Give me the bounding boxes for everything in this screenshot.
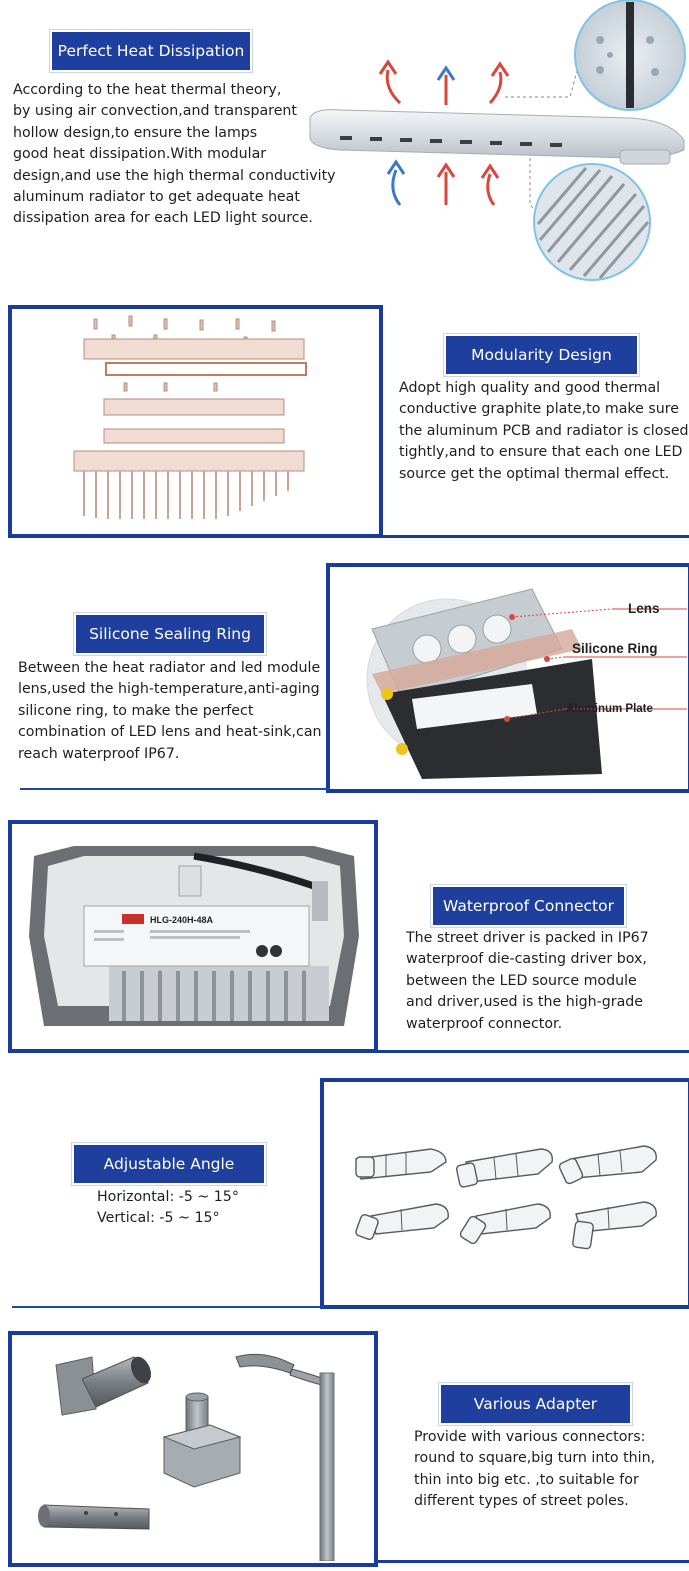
silicone-ring-callout: Silicone Ring bbox=[572, 641, 658, 656]
connector-text: The street driver is packed in IP67 waterproof die-casting driver box, between the LED source module and driver,used is the high-grade waterproof connector. bbox=[406, 930, 649, 1032]
modularity-exploded-view bbox=[14, 311, 377, 532]
silicone-ring-divider bbox=[20, 788, 330, 790]
adjustable-angle-text bbox=[97, 1187, 297, 1230]
heat-dissipation-lamp-illustration bbox=[300, 0, 689, 290]
aluminum-plate-callout: Aluminum Plate bbox=[566, 703, 653, 715]
section-title-modularity: Modularity Design bbox=[446, 336, 637, 374]
heat-dissipation-text: According to the heat thermal theory, by using air convection,and transparent hollow design,to ensure the lamps good heat dissipation.With modular design,and use the high thermal conductivity aluminum radiator to get adequate heat dissipation area for each LED light source. bbox=[13, 82, 336, 227]
section-title-heat-dissipation: Perfect Heat Dissipation bbox=[52, 32, 250, 70]
modularity-divider bbox=[380, 535, 689, 538]
modularity-text: Adopt high quality and good thermal conductive graphite plate,to make sure the aluminum PCB and radiator is closed tightly,and to ensure that each one LED source get the optimal thermal effect. bbox=[399, 380, 689, 482]
driver-model-label: HLG-240H-48A bbox=[150, 915, 214, 925]
adapter-divider bbox=[376, 1560, 689, 1563]
vertical-angle: Vertical: -5 ~ 15° bbox=[97, 1210, 220, 1227]
adapter-text: Provide with various connectors: round to square,big turn into thin, thin into big etc. ,to suitable for different types of street poles. bbox=[414, 1429, 656, 1510]
section-title-various-adapter: Various Adapter bbox=[441, 1385, 630, 1423]
connector-driver-box bbox=[14, 826, 372, 1047]
silicone-ring-text: Between the heat radiator and led module lens,used the high-temperature,anti-aging silicone ring, to make the perfect combination of LED lens and heat-sink,can reach waterproof IP67. bbox=[18, 660, 322, 762]
section-title-waterproof-connector: Waterproof Connector bbox=[433, 887, 624, 925]
section-title-adjustable-angle: Adjustable Angle bbox=[74, 1145, 264, 1183]
angle-divider bbox=[12, 1306, 324, 1308]
horizontal-angle: Horizontal: -5 ~ 15° bbox=[97, 1189, 239, 1205]
lens-callout: Lens bbox=[628, 601, 660, 616]
section-title-silicone-ring: Silicone Sealing Ring bbox=[76, 615, 264, 653]
angle-positions-diagram bbox=[326, 1084, 689, 1303]
connector-divider bbox=[376, 1050, 689, 1053]
silicone-ring-detail bbox=[332, 569, 689, 787]
adapter-parts-illustration bbox=[14, 1337, 372, 1561]
